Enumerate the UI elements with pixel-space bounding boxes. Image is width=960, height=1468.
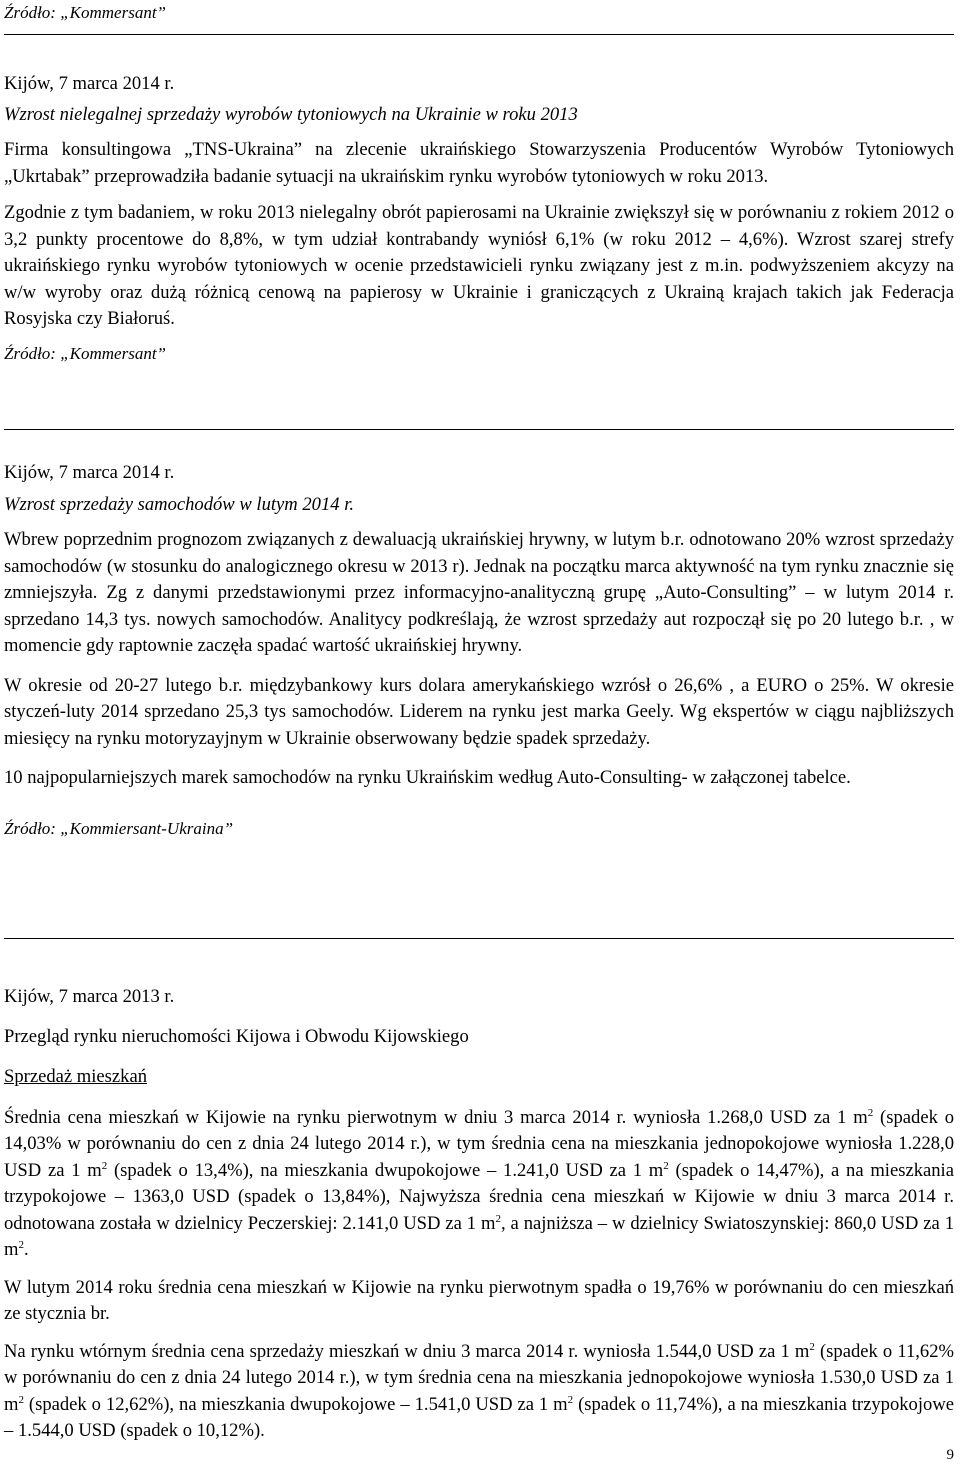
source-text: Źródło: „Kommersant”: [4, 343, 167, 363]
text-run: (spadek o 13,4%), na mieszkania dwupokojowe – 1.241,0 USD za 1 m: [107, 1159, 664, 1181]
section-date: Kijów, 7 marca 2014 r.: [4, 73, 175, 94]
section-divider: [4, 34, 954, 35]
paragraph: Wbrew poprzednim prognozom związanych z dewaluacją ukraińskiej hrywny, w lutym b.r. odnotowano 20% wzrost sprzedaży samochodów (w stosunku do analogicznego okresu w 2013 r). Jednak na początku marca aktywność na tym rynku znacznie się zmniejszyła. Zg z danymi przedstawionymi przez informacyjno-analityczną grupę „Auto-Consulting” – w lutym 2014 r. sprzedano 14,3 tys. nowych samochodów. Analitycy podkreślają, że wzrost sprzedaży aut rozpoczął się po 20 lutego b.r. , w momencie gdy raptownie zaczęła spadać wartość ukraińskiej hrywny.: [4, 529, 954, 656]
source-note-top: [4, 2, 954, 24]
text-run: (spadek o 14,03% w porównaniu do cen z dnia 24 lutego 2014 r.), w tym średnia cena na mieszkania jednopokojowe wyniosła 1.228,0 USD za 1 m: [4, 1106, 955, 1181]
text-run: (spadek o 14,47%), a na mieszkania trzypokojowe – 1363,0 USD (spadek o 13,84%), Najwyższa średnia cena mieszkań w Kijowie w dniu 3 marca 2014 r. odnotowana została w dzielnicy Peczerskiej: 2.141,0 USD za 1 m: [4, 1159, 954, 1234]
superscript: 2: [867, 1106, 874, 1119]
section-divider: [4, 429, 954, 430]
source-text: Źródło: „Kommiersant-Ukraina”: [4, 818, 234, 838]
section-date: Kijów, 7 marca 2013 r.: [4, 986, 175, 1007]
superscript: 2: [18, 1239, 24, 1251]
page-number: 9: [946, 1447, 954, 1463]
section-tobacco: [4, 71, 954, 365]
paragraph: [4, 1339, 954, 1445]
paragraph: [4, 1105, 954, 1264]
paragraph: W lutym 2014 roku średnia cena mieszkań w Kijowie na rynku pierwotnym spadła o 19,76% w porównaniu do cen mieszkań ze stycznia br.: [4, 1276, 954, 1324]
section-title: Wzrost sprzedaży samochodów w lutym 2014 r.: [4, 493, 355, 515]
section-date: Kijów, 7 marca 2014 r.: [4, 462, 175, 483]
section-subtitle: Sprzedaż mieszkań: [4, 1066, 148, 1087]
text-run: (spadek o 11,62% w porównaniu do cen z dnia 24 lutego 2014 r.), w tym średnia cena na mieszkania jednopokojowe wyniosła 1.530,0 USD za 1 m: [4, 1340, 954, 1415]
section-divider: [4, 938, 954, 939]
text-run: (spadek o 11,74%), a na mieszkania trzypokojowe – 1.544,0 USD (spadek o 10,12%).: [4, 1393, 955, 1441]
paragraph: W okresie od 20-27 lutego b.r. międzybankowy kurs dolara amerykańskiego wzrósł o 26,6% , a EURO o 25%. W okresie styczeń-luty 2014 sprzedano 25,3 tys samochodów. Liderem na rynku jest marka Geely. Wg ekspertów w ciągu najbliższych miesięcy na rynku motoryzayjnym w Ukrainie obserwowany będzie spadek sprzedaży.: [4, 674, 954, 749]
superscript: 2: [809, 1340, 815, 1353]
paragraph: 10 najpopularniejszych marek samochodów na rynku Ukraińskim według Auto-Consulting- w załączonej tabelce.: [4, 767, 851, 788]
section-real-estate: [4, 984, 954, 1445]
superscript: 2: [567, 1393, 574, 1406]
text-run: Na rynku wtórnym średnia cena sprzedaży mieszkań w dniu 3 marca 2014 r. wyniosła 1.544,0 USD za 1 m: [4, 1340, 810, 1362]
section-cars: [4, 460, 954, 840]
paragraph: Zgodnie z tym badaniem, w roku 2013 nielegalny obrót papierosami na Ukrainie zwiększył się w porównaniu z rokiem 2012 o 3,2 punkty procentowe do 8,8%, w tym udział kontrabandy wyniósł 6,1% (w roku 2012 – 4,6%). Wzrost szarej strefy ukraińskiego rynku wyrobów tytoniowych w ocenie przedstawicieli rynku związany jest z m.in. podwyższeniem akcyzy na w/w wyroby oraz dużą różnicą cenową na papierosy w Ukrainie i graniczących z Ukrainą krajach takich jak Federacja Rosyjska czy Białoruś.: [4, 202, 954, 329]
source-text: Źródło: „Kommersant”: [4, 3, 167, 22]
superscript: 2: [663, 1159, 669, 1172]
section-title: Przegląd rynku nieruchomości Kijowa i Obwodu Kijowskiego: [4, 1025, 469, 1047]
superscript: 2: [495, 1212, 501, 1225]
section-title: Wzrost nielegalnej sprzedaży wyrobów tytoniowych na Ukrainie w roku 2013: [4, 103, 578, 125]
text-run: .: [23, 1239, 29, 1260]
text-run: Średnia cena mieszkań w Kijowie na rynku pierwotnym w dniu 3 marca 2014 r. wyniosła 1.268,0 USD za 1 m: [4, 1106, 868, 1128]
superscript: 2: [18, 1393, 24, 1406]
superscript: 2: [101, 1159, 108, 1172]
text-run: (spadek o 12,62%), na mieszkania dwupokojowe – 1.541,0 USD za 1 m: [23, 1393, 568, 1415]
text-run: , a najniższa – w dzielnicy Swiatoszynskiej: 860,0 USD za 1 m: [4, 1212, 954, 1260]
paragraph: Firma konsultingowa „TNS-Ukraina” na zlecenie ukraińskiego Stowarzyszenia Producentów Wyrobów Tytoniowych „Ukrtabak” przeprowadziła badanie sytuacji na ukraińskim rynku wyrobów tytoniowych w roku 2013.: [4, 139, 954, 187]
